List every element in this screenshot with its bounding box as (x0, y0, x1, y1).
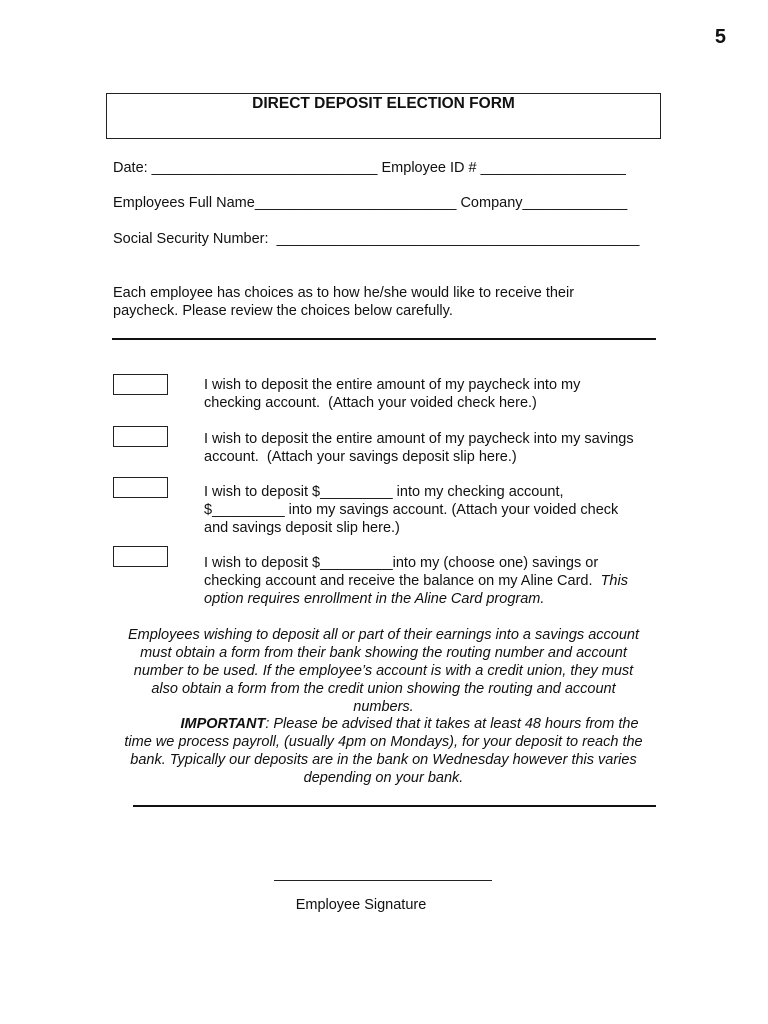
option-2-text: I wish to deposit the entire amount of my paycheck into my savings account. (Attach your savings deposit slip here.) (204, 431, 634, 465)
signature-label: Employee Signature (295, 897, 427, 913)
option-4-text-main: I wish to deposit $_________into my (choose one) savings or checking account and receive the balance on my Aline Card. (204, 555, 599, 589)
option-4-text (204, 554, 664, 608)
form-title-box (106, 93, 661, 139)
option-2-checkbox[interactable] (113, 426, 168, 447)
page-number: 5 (714, 26, 726, 48)
option-3-checkbox[interactable] (113, 477, 168, 498)
full-name-company-line: Employees Full Name_________________________ Company_____________ (113, 195, 628, 211)
divider-top (112, 338, 656, 340)
important-label: IMPORTANT (180, 716, 266, 732)
date-employee-id-line: Date: ____________________________ Employee ID # __________________ (113, 160, 626, 176)
important-note (113, 715, 654, 787)
option-4-checkbox[interactable] (113, 546, 168, 567)
option-1-text: I wish to deposit the entire amount of my paycheck into my checking account. (Attach your voided check here.) (204, 377, 581, 411)
option-1-checkbox[interactable] (113, 374, 168, 395)
divider-bottom (133, 805, 656, 807)
important-text: : Please be advised that it takes at least 48 hours from the time we process payroll, (usually 4pm on Mondays), for your deposit to reach the bank. Typically our deposits are in the bank on Wednesday however this varies depending on your bank. (124, 716, 643, 786)
option-4-text-italic-line: option requires enrollment in the Aline Card program. (204, 591, 545, 607)
ssn-line: Social Security Number: _____________________________________________ (113, 231, 640, 247)
option-3-text: I wish to deposit $_________ into my checking account, $_________ into my savings account. (Attach your voided check and savings deposit slip here.) (204, 484, 619, 536)
intro-text: Each employee has choices as to how he/she would like to receive their paycheck. Please review the choices below carefully. (113, 285, 575, 319)
option-4-text-italic-inline: This (600, 573, 628, 589)
form-title: DIRECT DEPOSIT ELECTION FORM (252, 95, 515, 112)
savings-account-note: Employees wishing to deposit all or part of their earnings into a savings account must obtain a form from their bank showing the routing number and account number to be used. If the employee’s account is with a credit union, they must also obtain a form from the credit union showing the routing and account numbers. (127, 627, 639, 715)
signature-line (274, 880, 492, 881)
